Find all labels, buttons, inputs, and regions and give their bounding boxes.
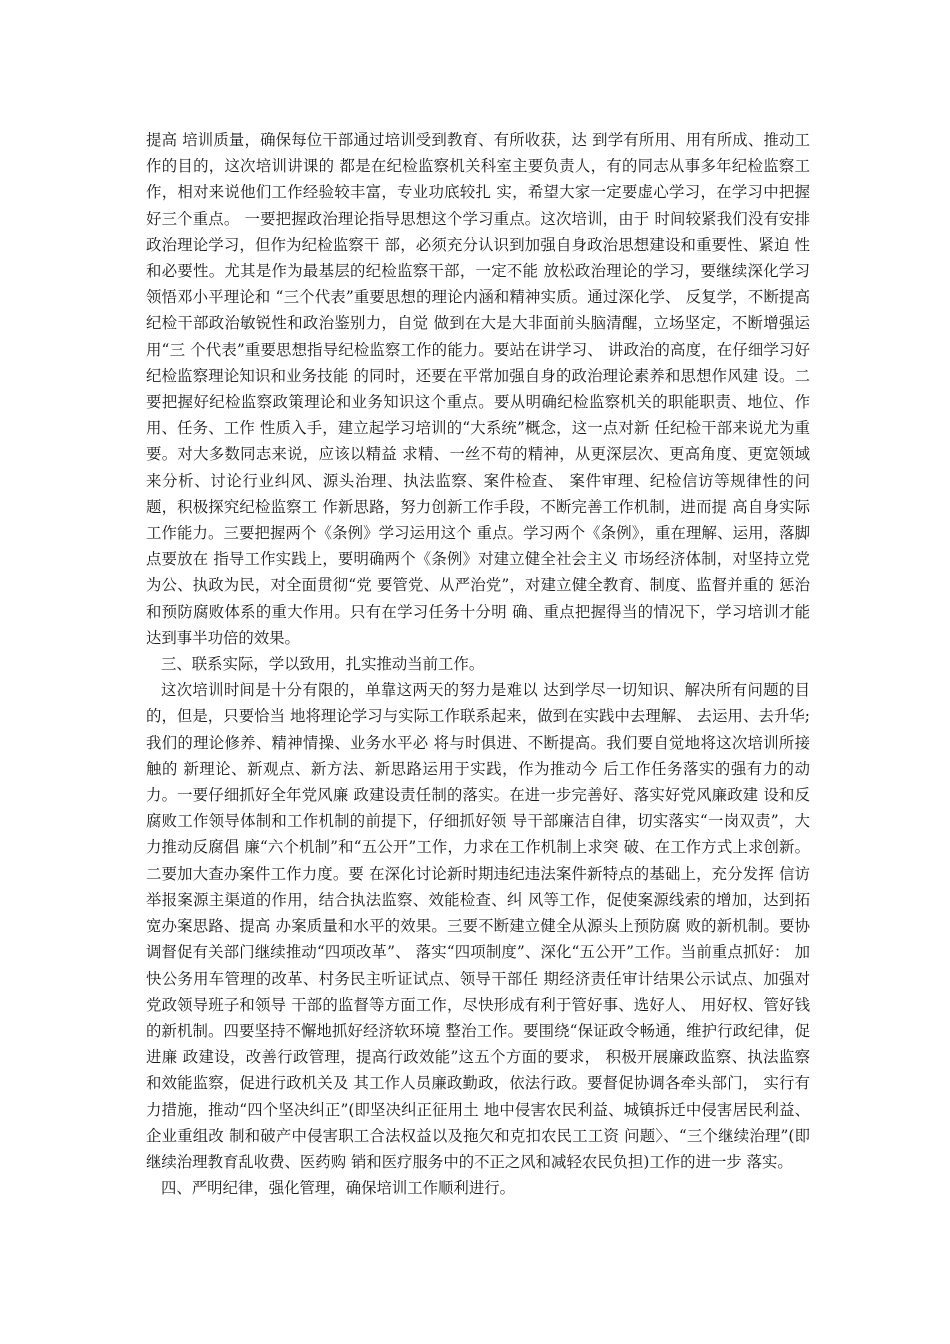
section-heading-3: 三、联系实际，学以致用，扎实推动当前工作。	[161, 655, 485, 674]
body-paragraph-1: 提高 培训质量，确保每位干部通过培训受到教育、有所收获，达 到学有所用、用有所成、推动工作的目的，这次培训讲课的 都是在纪检监察机关科室主要负责人，有的同志从事多年纪检监察工作，相对来说他们工作经验较丰富，专业功底较扎 实，希望大家一定要虚心学习，在学习中把握好三个重点。 一要把握政治理论指导思想这个学习重点。这次培训，由于 时间较紧我们没有安排政治理论学习，但作为纪检监察干 部，必须充分认识到加强自身政治思想建设和重要性、紧迫 性和必要性。尤其是作为最基层的纪检监察干部，一定不能 放松政治理论的学习，要继续深化学习领悟邓小平理论和 “三个代表”重要思想的理论内涵和精神实质。通过深化学、 反复学，不断提高纪检干部政治敏锐性和政治鉴别力，自觉 做到在大是大非面前头脑清醒，立场坚定，不断增强运用“三 个代表”重要思想指导纪检监察工作的能力。要站在讲学习、 讲政治的高度，在仔细学习好纪检监察理论知识和业务技能 的同时，还要在平常加强自身的政治理论素养和思想作风建 设。二要把握好纪检监察政策理论和业务知识这个重点。要从明确纪检监察机关的职能职责、地位、作用、任务、工作 性质入手，建立起学习培训的“大系统”概念，这一点对新 任纪检干部来说尤为重要。对大多数同志来说，应该以精益 求精、一丝不苟的精神，从更深层次、更高角度、更宽领域 来分析、讨论行业纠风、源头治理、执法监察、案件检查、 案件审理、纪检信访等规律性的问题，积极探究纪检监察工 作新思路，努力创新工作手段，不断完善工作机制，进而提 高自身实际工作能力。三要把握两个《条例》学习运用这个 重点。学习两个《条例》，重在理解、运用，落脚点要放在 指导工作实践上，要明确两个《条例》对建立健全社会主义 市场经济体制，对坚持立党为公、执政为民，对全面贯彻“党 要管党、从严治党”，对建立健全教育、制度、监督并重的 惩治和预防腐败体系的重大作用。只有在学习任务十分明 确、重点把握得当的情况下，学习培训才能达到事半功倍的效果。	[146, 131, 810, 647]
body-paragraph-2: 这次培训时间是十分有限的，单靠这两天的努力是难以 达到学尽一切知识、解决所有问题的目的，但是，只要恰当 地将理论学习与实际工作联系起来，做到在实践中去理解、 去运用、去升华;我们的理论修养、精神情操、业务水平必 将与时俱进、不断提高。我们要自觉地将这次培训所接触的 新理论、新观点、新方法、新思路运用于实践，作为推动今 后工作任务落实的强有力的动力。一要仔细抓好全年党风廉 政建设责任制的落实。在进一步完善好、落实好党风廉政建 设和反腐败工作领导体制和工作机制的前提下，仔细抓好领 导干部廉洁自律，切实落实“一岗双责”，大力推动反腐倡 廉“六个机制”和“五公开”工作，力求在工作机制上求突 破、在工作方式上求创新。二要加大查办案件工作力度。要 在深化讨论新时期违纪违法案件新特点的基础上，充分发挥 信访举报案源主渠道的作用，结合执法监察、效能检查、纠 风等工作，促使案源线索的增加，达到拓宽办案思路、提高 办案质量和水平的效果。三要不断建立健全从源头上预防腐 败的新机制。要协调督促有关部门继续推动“四项改革”、 落实“四项制度”、深化“五公开”工作。当前重点抓好： 加快公务用车管理的改革、村务民主听证试点、领导干部任 期经济责任审计结果公示试点、加强对党政领导班子和领导 干部的监督等方面工作，尽快形成有利于管好事、选好人、 用好权、管好钱的新机制。四要坚持不懈地抓好经济软环境 整治工作。要围绕“保证政令畅通，维护行政纪律，促进廉 政建设，改善行政管理，提高行政效能”这五个方面的要求， 积极开展廉政监察、执法监察和效能监察，促进行政机关及 其工作人员廉政勤政，依法行政。要督促协调各牵头部门， 实行有力措施，推动“四个坚决纠正”(即坚决纠正征用土 地中侵害农民利益、城镇拆迁中侵害居民利益、企业重组改 制和破产中侵害职工合法权益以及拖欠和克扣农民工工资 问题〉、“三个继续治理”(即继续治理教育乱收费、医药购 销和医疗服务中的不正之风和减轻农民负担)工作的进一步 落实。	[146, 681, 810, 1171]
document-page	[146, 127, 810, 1201]
section-heading-4: 四、严明纪律，强化管理，确保培训工作顺利进行。	[161, 1179, 515, 1198]
